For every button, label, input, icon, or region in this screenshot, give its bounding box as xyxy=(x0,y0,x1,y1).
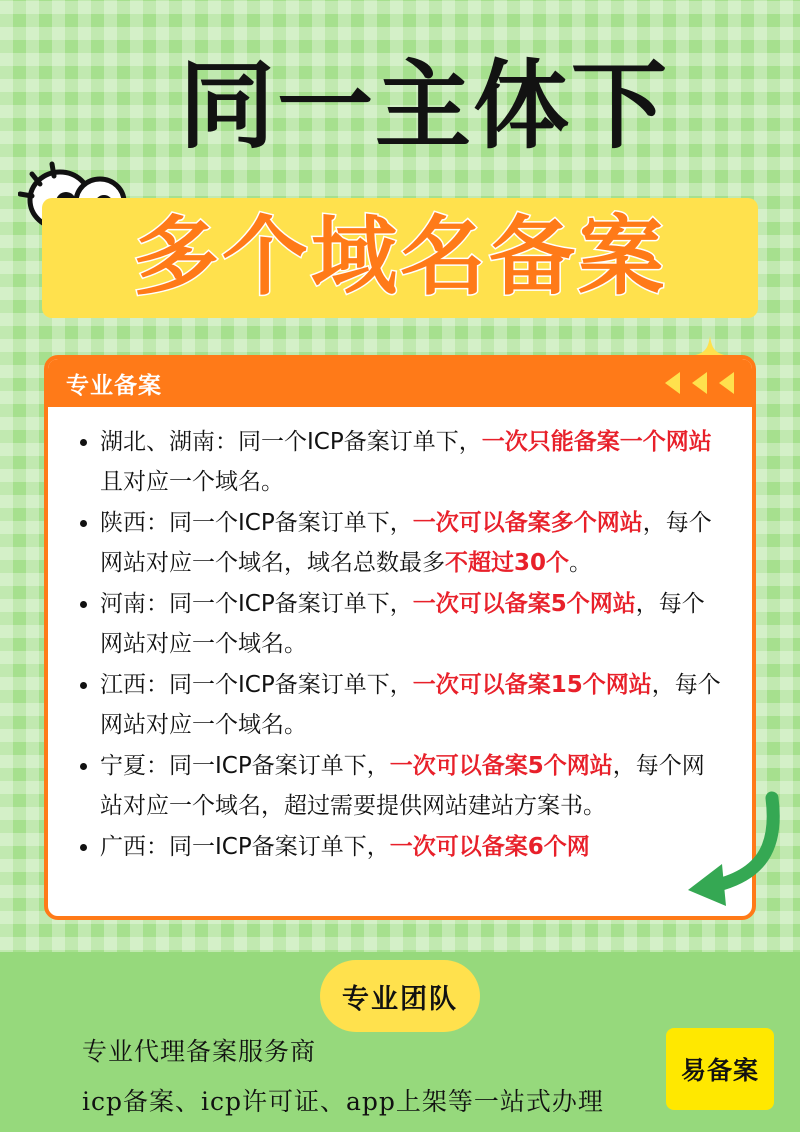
rule-text: 河南：同一个ICP备案订单下， xyxy=(100,591,413,618)
triangle-icon xyxy=(719,372,734,394)
rule-item-shaanxi xyxy=(100,504,726,583)
poster-title-line-2: 多个域名备案 xyxy=(133,207,667,307)
rule-text: ，每个网站对应一个域名。 xyxy=(100,591,705,657)
rule-highlight-text: 不超过30个 xyxy=(445,549,570,576)
rule-text: ，每个网站对应一个域名，超过需要提供网站建站方案书。 xyxy=(100,753,705,819)
rule-highlight-text: 一次可以备案5个网站 xyxy=(412,591,636,618)
rule-item-ningxia xyxy=(100,747,726,826)
footer-line-2: icp备案、icp许可证、app上架等一站式办理 xyxy=(82,1087,604,1116)
rule-text: 湖北、湖南：同一个ICP备案订单下， xyxy=(100,429,482,455)
brand-badge: 易备案 xyxy=(666,1028,774,1110)
poster-title-line-1: 同一主体下 xyxy=(179,50,669,162)
rule-highlight-text: 一次可以备案15个网站 xyxy=(412,672,652,699)
card-header xyxy=(48,359,752,407)
rule-item-hubei-hunan xyxy=(100,423,726,502)
rule-item-jiangxi xyxy=(100,666,726,745)
rules-card xyxy=(44,355,756,920)
rule-text: ，每个网站对应一个域名。 xyxy=(100,672,721,738)
footer-line-1: 专业代理备案服务商 xyxy=(82,1037,317,1066)
rule-item-guangxi xyxy=(100,828,726,868)
rule-text: 。 xyxy=(569,549,593,576)
title-block xyxy=(0,48,800,328)
rule-text: 且对应一个域名。 xyxy=(100,468,284,495)
triangle-icon xyxy=(665,372,680,394)
rule-highlight-text: 一次只能备案一个网站 xyxy=(481,429,712,455)
rule-text: ，每个网站对应一个域名，域名总数最多 xyxy=(100,510,712,576)
card-body xyxy=(48,407,752,880)
rule-highlight-text: 一次可以备案多个网站 xyxy=(412,510,643,537)
card-header-title: 专业备案 xyxy=(66,371,162,398)
rule-item-henan xyxy=(100,585,726,664)
team-badge: 专业团队 xyxy=(320,960,480,1032)
triangle-decoration-group xyxy=(665,372,734,394)
triangle-icon xyxy=(692,372,707,394)
footer-text xyxy=(82,1032,604,1118)
rule-highlight-text: 一次可以备案6个网 xyxy=(389,834,590,861)
rule-highlight-text: 一次可以备案5个网站 xyxy=(389,753,613,780)
rules-list xyxy=(74,423,726,868)
rule-text: 广西：同一ICP备案订单下， xyxy=(100,834,390,861)
rule-text: 江西：同一个ICP备案订单下， xyxy=(100,672,413,699)
rule-text: 宁夏：同一ICP备案订单下， xyxy=(100,753,390,780)
rule-text: 陕西：同一个ICP备案订单下， xyxy=(100,510,413,537)
